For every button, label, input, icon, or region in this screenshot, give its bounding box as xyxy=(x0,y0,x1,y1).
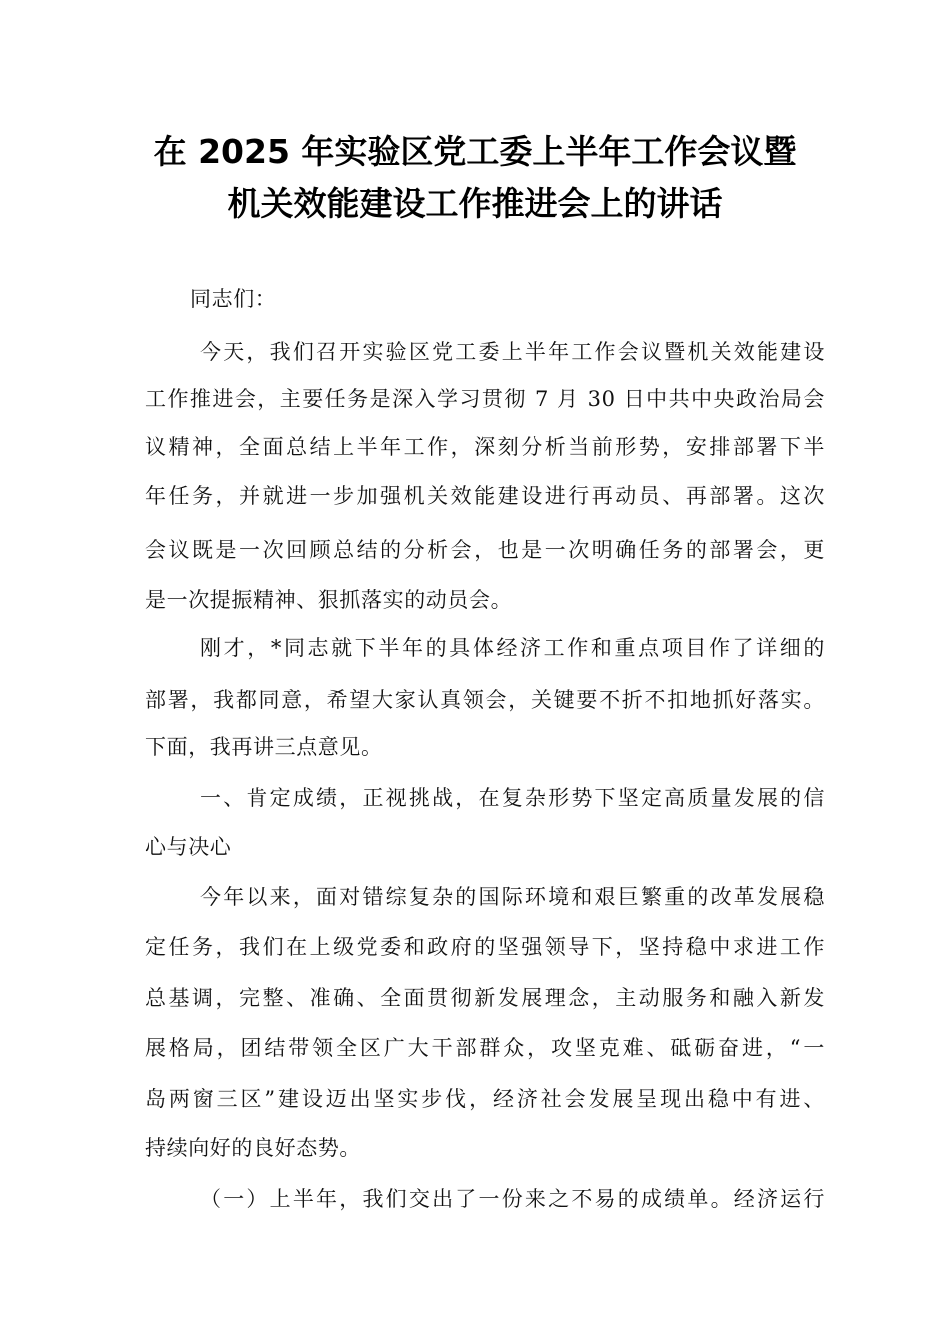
body-line: 展格局，团结带领全区广大干部群众，攻坚克难、砥砺奋进，“一 xyxy=(145,1036,825,1060)
body-line: （一）上半年，我们交出了一份来之不易的成绩单。经济运行 xyxy=(200,1187,825,1211)
body-line: 今天，我们召开实验区党工委上半年工作会议暨机关效能建设 xyxy=(200,340,825,364)
body-line: 定任务，我们在上级党委和政府的坚强领导下，坚持稳中求进工作 xyxy=(145,935,825,959)
body-line: 议精神，全面总结上半年工作，深刻分析当前形势，安排部署下半 xyxy=(145,435,825,459)
body-line: 持续向好的良好态势。 xyxy=(145,1136,361,1160)
body-line: 今年以来，面对错综复杂的国际环境和艰巨繁重的改革发展稳 xyxy=(200,885,825,909)
body-line: 年任务，并就进一步加强机关效能建设进行再动员、再部署。这次 xyxy=(145,484,825,508)
body-line: 刚才，*同志就下半年的具体经济工作和重点项目作了详细的 xyxy=(200,636,825,660)
salutation: 同志们： xyxy=(190,287,277,311)
body-line: 工作推进会，主要任务是深入学习贯彻 7 月 30 日中共中央政治局会 xyxy=(145,387,825,411)
section-heading-line: 心与决心 xyxy=(145,835,232,859)
body-line: 岛两窗三区”建设迈出坚实步伐，经济社会发展呈现出稳中有进、 xyxy=(145,1087,825,1111)
body-line: 会议既是一次回顾总结的分析会，也是一次明确任务的部署会，更 xyxy=(145,538,825,562)
section-heading-line: 一、肯定成绩，正视挑战，在复杂形势下坚定高质量发展的信 xyxy=(200,786,825,810)
body-line: 总基调，完整、准确、全面贯彻新发展理念，主动服务和融入新发 xyxy=(145,986,825,1010)
document-title-line-1: 在 2025 年实验区党工委上半年工作会议暨 xyxy=(153,132,797,171)
document-title-line-2: 机关效能建设工作推进会上的讲话 xyxy=(227,184,723,223)
body-line: 部署，我都同意，希望大家认真领会，关键要不折不扣地抓好落实。 xyxy=(145,688,825,712)
body-line: 是一次提振精神、狠抓落实的动员会。 xyxy=(145,588,513,612)
body-line: 下面，我再讲三点意见。 xyxy=(145,735,383,759)
